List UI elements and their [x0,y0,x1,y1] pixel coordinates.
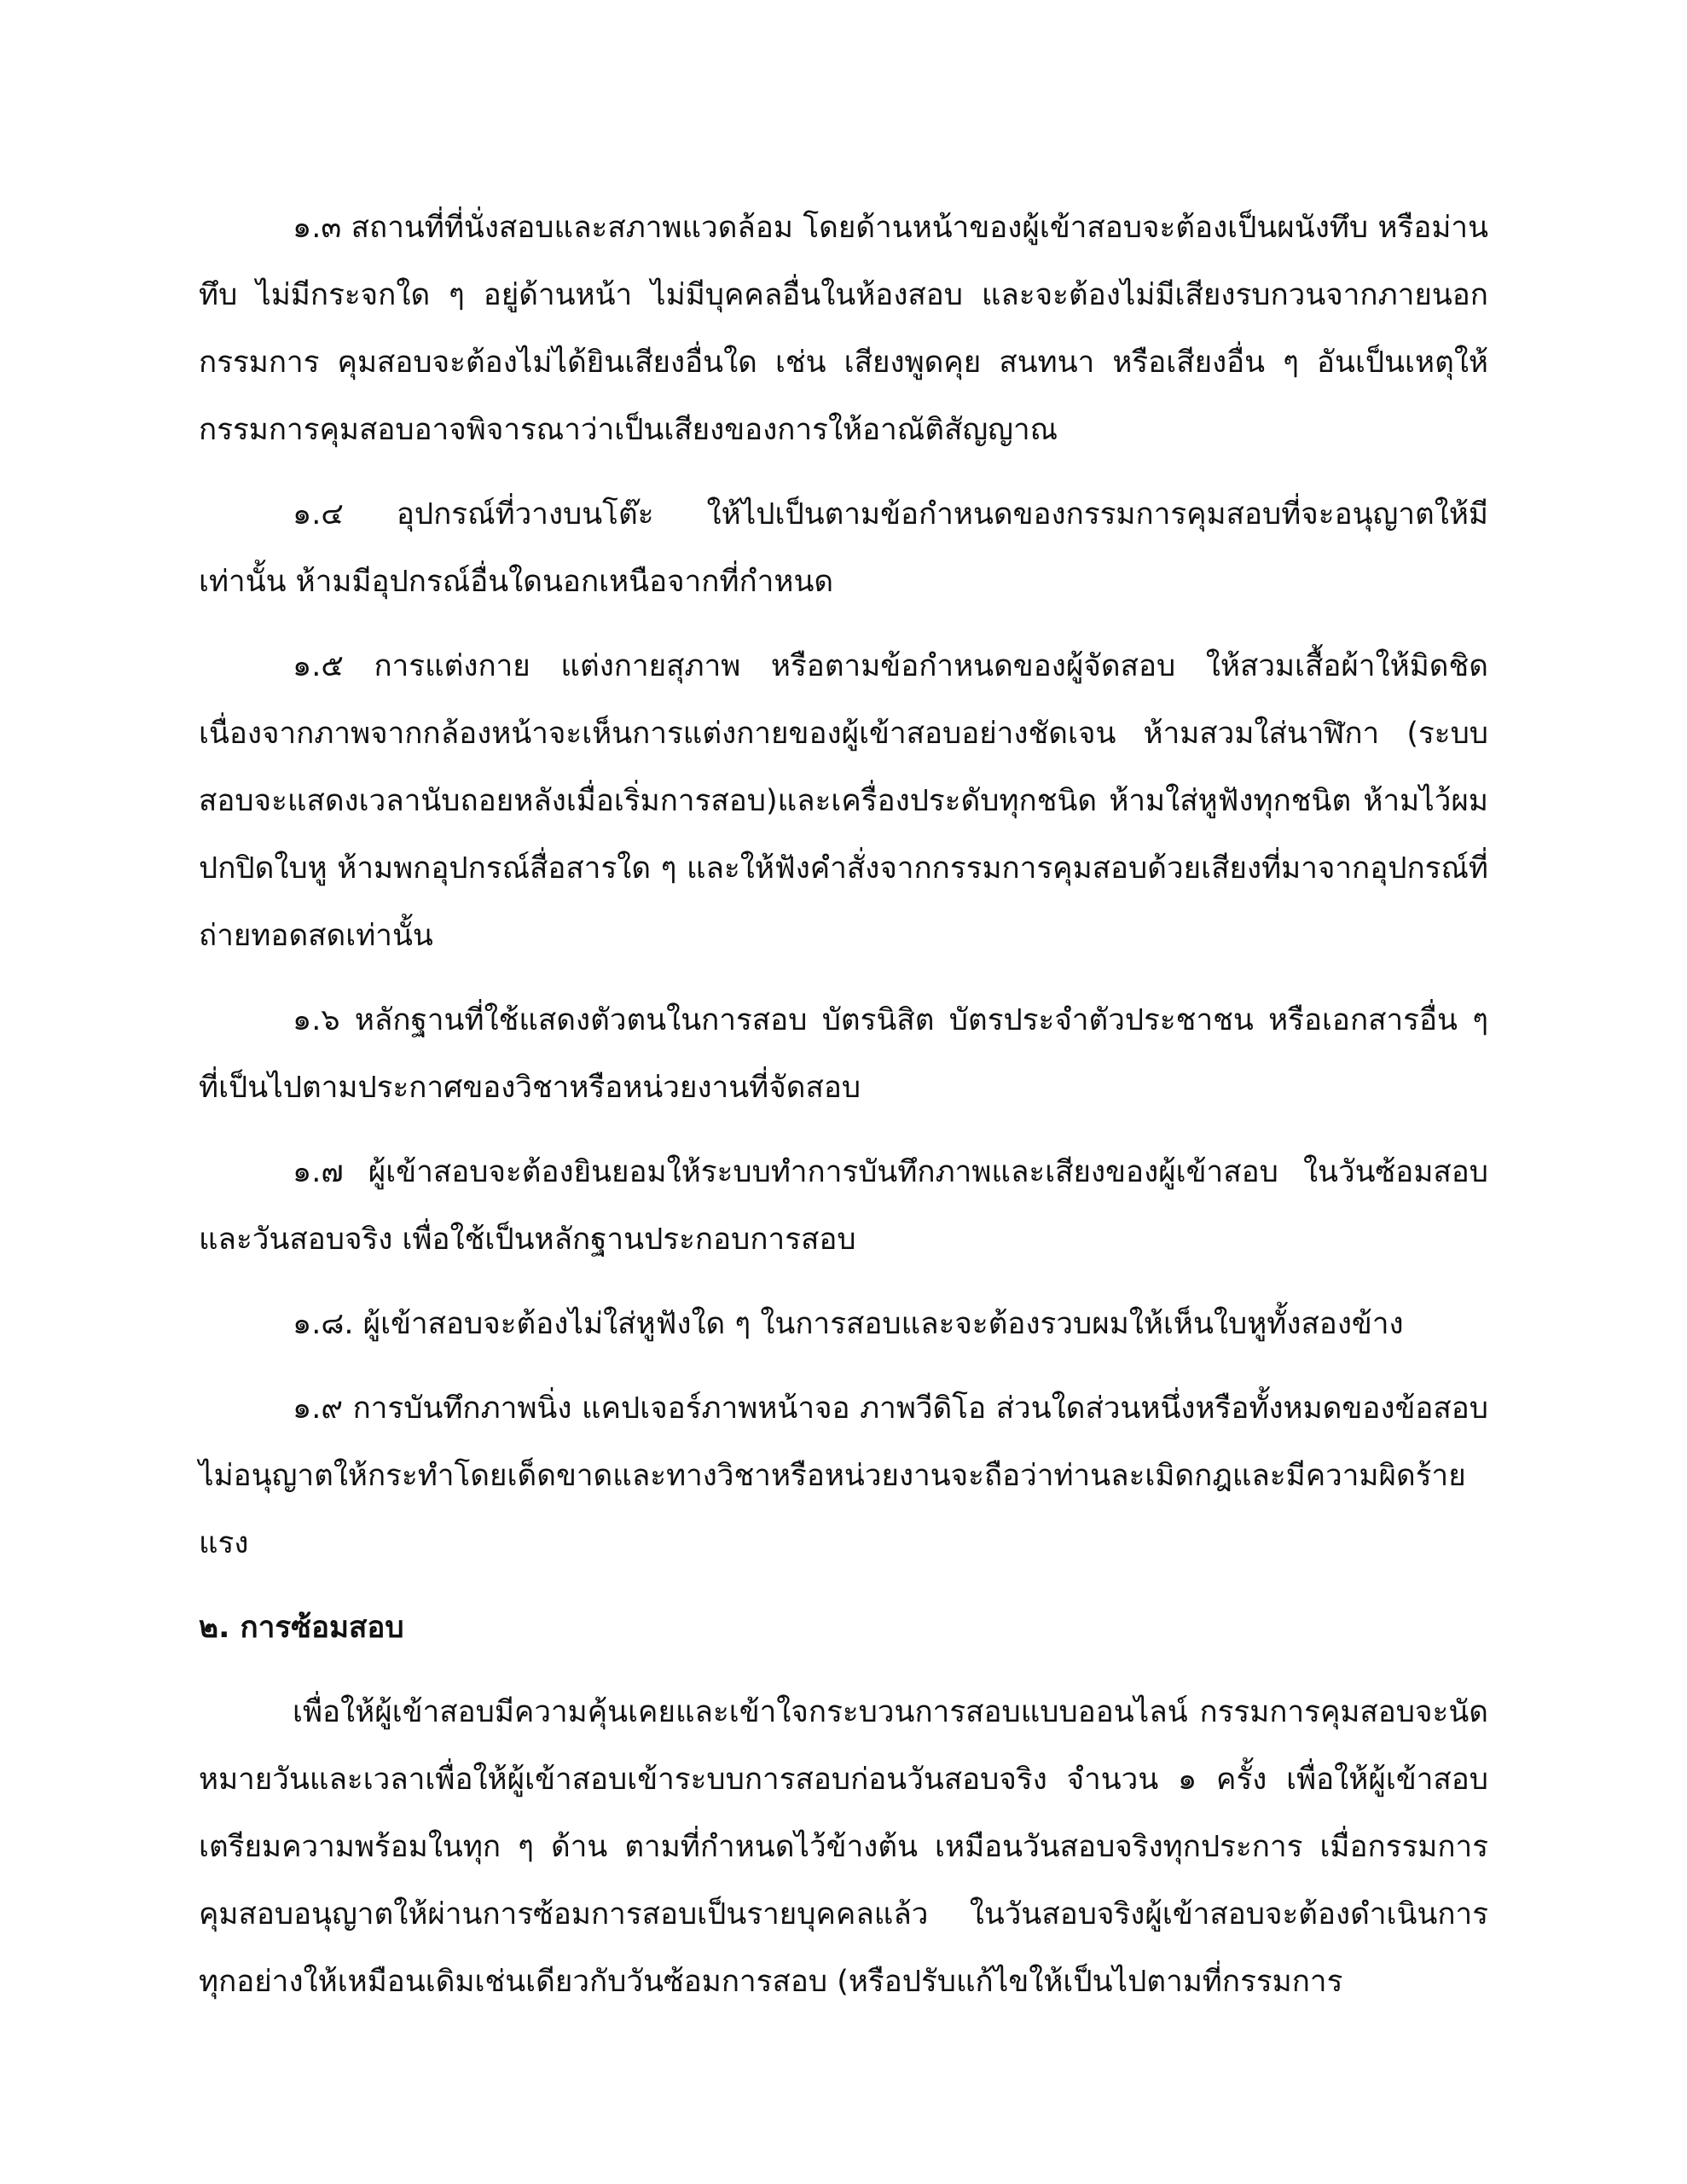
document-page [199,195,1488,2033]
paragraph-1-3: ๑.๓ สถานที่ที่นั่งสอบและสภาพแวดล้อม โดยด้านหน้าของผู้เข้าสอบจะต้องเป็นผนังทึบ หรือม่านทึบ ไม่มีกระจกใด ๆ อยู่ด้านหน้า ไม่มีบุคคลอื่นในห้องสอบ และจะต้องไม่มีเสียงรบกวนจากภายนอก กรรมการ คุมสอบจะต้องไม่ได้ยินเสียงอื่นใด เช่น เสียงพูดคุย สนทนา หรือเสียงอื่น ๆ อันเป็นเหตุให้กรรมการคุมสอบอาจพิจารณาว่าเป็นเสียงของการให้อาณัติสัญญาณ [199,211,1488,447]
paragraph-1-9: ๑.๙ การบันทึกภาพนิ่ง แคปเจอร์ภาพหน้าจอ ภาพวีดิโอ ส่วนใดส่วนหนึ่งหรือทั้งหมดของข้อสอบไม่อนุญาตให้กระทำโดยเด็ดขาดและทางวิชาหรือหน่วยงานจะถือว่าท่านละเมิดกฎและมีความผิดร้ายแรง [199,1391,1488,1560]
paragraph-1-8: ๑.๘. ผู้เข้าสอบจะต้องไม่ใส่หูฟังใด ๆ ในการสอบและจะต้องรวบผมให้เห็นใบหูทั้งสองข้าง [293,1307,1404,1341]
paragraph-1-5: ๑.๕ การแต่งกาย แต่งกายสุภาพ หรือตามข้อกำหนดของผู้จัดสอบ ให้สวมเสื้อผ้าให้มิดชิด เนื่องจากภาพจากกล้องหน้าจะเห็นการแต่งกายของผู้เข้าสอบอย่างชัดเจน ห้ามสวมใส่นาฬิกา (ระบบสอบจะแสดงเวลานับถอยหลังเมื่อเริ่มการสอบ)และเครื่องประดับทุกชนิด ห้ามใส่หูฟังทุกชนิต ห้ามไว้ผมปกปิดใบหู ห้ามพกอุปกรณ์สื่อสารใด ๆ และให้ฟังคำสั่งจากกรรมการคุมสอบด้วยเสียงที่มาจากอุปกรณ์ที่ถ่ายทอดสดเท่านั้น [199,649,1488,953]
section-heading-rehearsal: ๒. การซ้อมสอบ [199,1611,404,1645]
paragraph-rehearsal: เพื่อให้ผู้เข้าสอบมีความคุ้นเคยและเข้าใจกระบวนการสอบแบบออนไลน์ กรรมการคุมสอบจะนัดหมายวันและเวลาเพื่อให้ผู้เข้าสอบเข้าระบบการสอบก่อนวันสอบจริง จำนวน ๑ ครั้ง เพื่อให้ผู้เข้าสอบเตรียมความพร้อมในทุก ๆ ด้าน ตามที่กำหนดไว้ข้างต้น เหมือนวันสอบจริงทุกประการ เมื่อกรรมการคุมสอบอนุญาตให้ผ่านการซ้อมการสอบเป็นรายบุคคลแล้ว ในวันสอบจริงผู้เข้าสอบจะต้องดำเนินการทุกอย่างให้เหมือนเดิมเช่นเดียวกับวันซ้อมการสอบ (หรือปรับแก้ไขให้เป็นไปตามที่กรรมการ [199,1695,1488,1999]
paragraph-1-6: ๑.๖ หลักฐานที่ใช้แสดงตัวตนในการสอบ บัตรนิสิต บัตรประจำตัวประชาชน หรือเอกสารอื่น ๆ ที่เป็นไปตามประกาศของวิชาหรือหน่วยงานที่จัดสอบ [199,1003,1488,1105]
paragraph-1-7: ๑.๗ ผู้เข้าสอบจะต้องยินยอมให้ระบบทำการบันทึกภาพและเสียงของผู้เข้าสอบ ในวันซ้อมสอบและวันสอบจริง เพื่อใช้เป็นหลักฐานประกอบการสอบ [199,1155,1488,1257]
paragraph-1-4: ๑.๔ อุปกรณ์ที่วางบนโต๊ะ ให้ไปเป็นตามข้อกำหนดของกรรมการคุมสอบที่จะอนุญาตให้มีเท่านั้น ห้ามมีอุปกรณ์อื่นใดนอกเหนือจากที่กำหนด [199,497,1488,599]
